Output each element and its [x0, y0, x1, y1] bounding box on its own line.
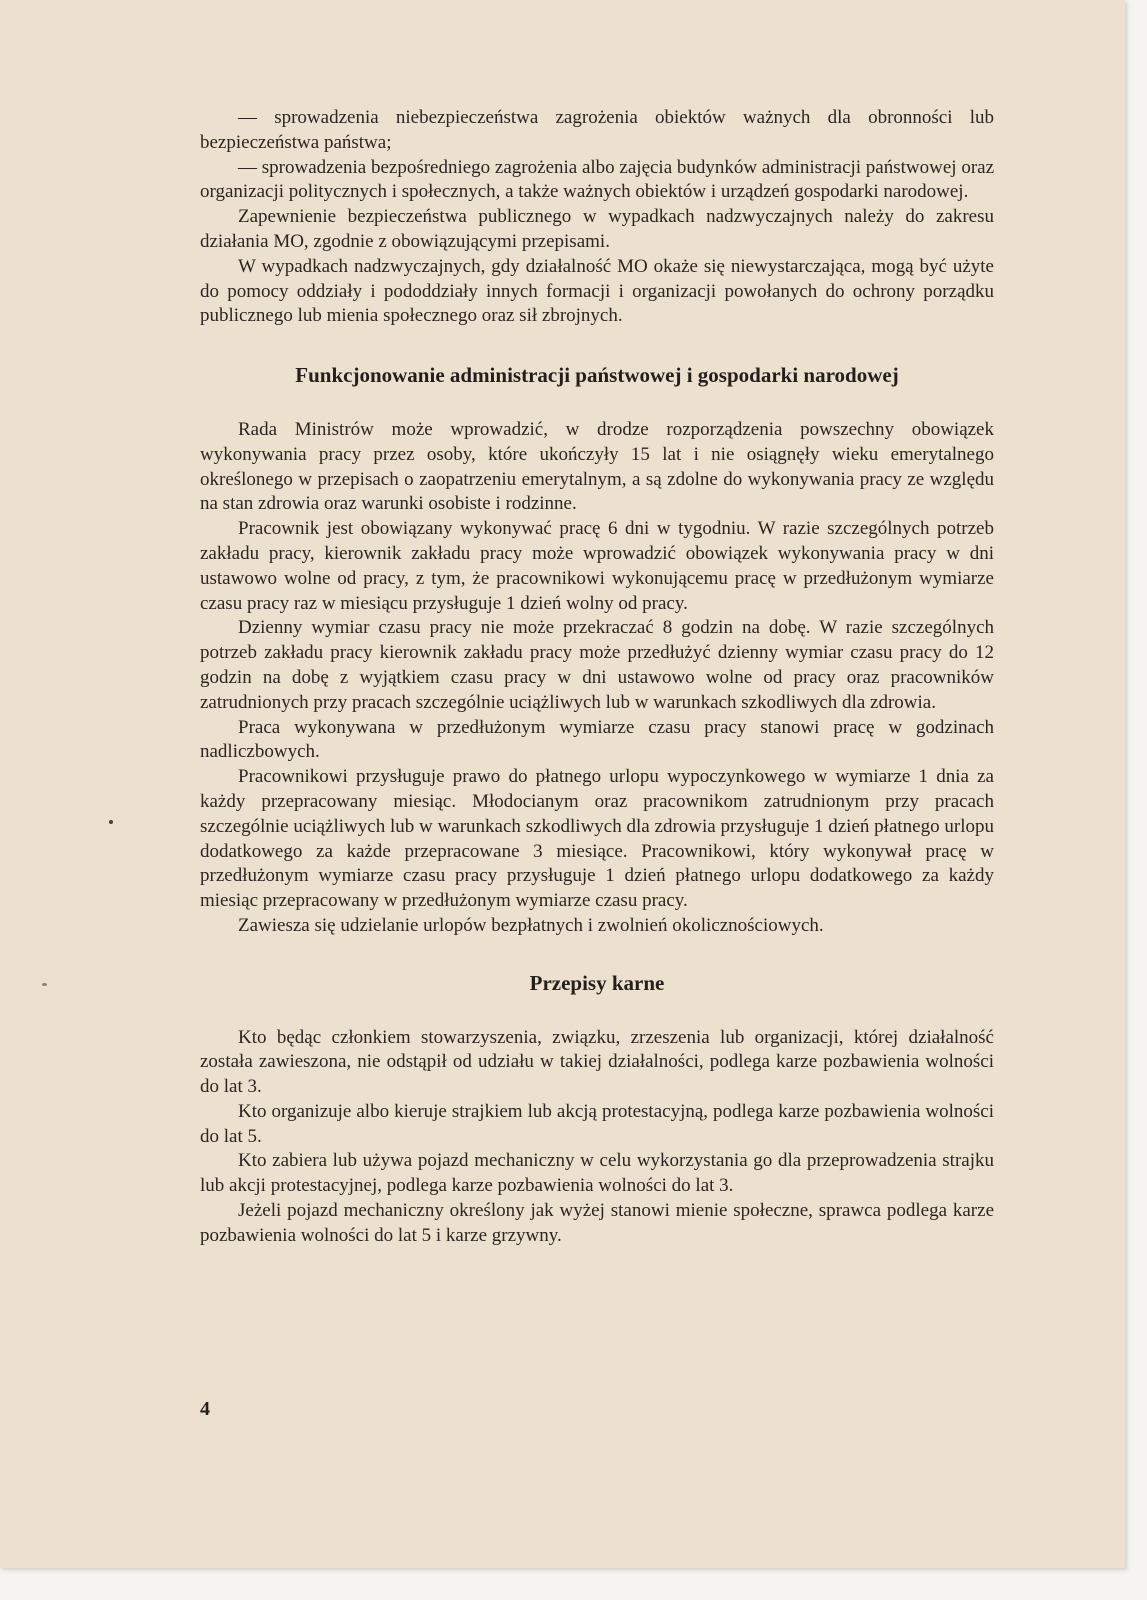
paper-speck	[109, 820, 113, 824]
intro-paragraph-2: — sprowadzenia bezpośredniego zagrożenia albo zajęcia budynków administracji państwowej oraz organizacji politycznych i społecznych, a także ważnych obiektów i urządzeń gospodarki narodowej.	[200, 156, 995, 203]
section2-paragraph-2: Kto organizuje albo kieruje strajkiem lub akcją protestacyjną, podlega karze pozbawienia wolności do lat 5.	[200, 1100, 994, 1147]
section-heading-penal-provisions: Przepisy karne	[529, 970, 665, 995]
document-body	[200, 106, 994, 1249]
section1-paragraph-5: Pracownikowi przysługuje prawo do płatnego urlopu wypoczynkowego w wymiarze 1 dnia za każdy przepracowany miesiąc. Młodocianym oraz pracownikom zatrudnionym przy pracach szczególnie uciążliwych lub w warunkach szkodliwych dla zdrowia przysługuje 1 dzień płatnego urlopu dodatkowego za każde przepracowane 3 miesiące. Pracownikowi, który wykonywał pracę w przedłużonym wymiarze czasu pracy przysługuje 1 dzień płatnego urlopu dodatkowego za każdy miesiąc przepracowany w przedłużonym wymiarze czasu pracy.	[200, 766, 994, 912]
section1-paragraph-4: Praca wykonywana w przedłużonym wymiarze czasu pracy stanowi pracę w godzinach nadliczbowych.	[200, 716, 994, 763]
section2-paragraph-4: Jeżeli pojazd mechaniczny określony jak wyżej stanowi mienie społeczne, sprawca podlega karze pozbawienia wolności do lat 5 i karze grzywny.	[200, 1200, 994, 1246]
intro-paragraph-3: Zapewnienie bezpieczeństwa publicznego w wypadkach nadzwyczajnych należy do zakresu działania MO, zgodnie z obowiązującymi przepisami.	[200, 206, 994, 252]
section-heading-administration: Funkcjonowanie administracji państwowej i gospodarki narodowej	[295, 363, 899, 388]
section1-paragraph-3: Dzienny wymiar czasu pracy nie może przekraczać 8 godzin na dobę. W razie szczególnych potrzeb zakładu pracy kierownik zakładu pracy może przedłużyć dzienny wymiar czasu pracy do 12 godzin na dobę z wyjątkiem czasu pracy w dni ustawowo wolne od pracy oraz pracowników zatrudnionych przy pracach szczególnie uciążliwych lub w warunkach szkodliwych dla zdrowia.	[200, 617, 994, 713]
intro-paragraph-1: — sprowadzenia niebezpieczeństwa zagrożenia obiektów ważnych dla obronności lub bezpieczeństwa państwa;	[200, 107, 994, 153]
page-number: 4	[200, 1398, 210, 1420]
paper-speck	[42, 983, 47, 986]
section1-paragraph-1: Rada Ministrów może wprowadzić, w drodze rozporządzenia powszechny obowiązek wykonywania pracy przez osoby, które ukończyły 15 lat i nie osiągnęły wieku emerytalnego określonego w przepisach o zaopatrzeniu emerytalnym, a są zdolne do wykonywania pracy ze względu na stan zdrowia oraz warunki osobiste i rodzinne.	[200, 418, 994, 515]
section2-paragraph-3: Kto zabiera lub używa pojazd mechaniczny w celu wykorzystania go dla przeprowadzenia strajku lub akcji protestacyjnej, podlega karze pozbawienia wolności do lat 3.	[200, 1150, 994, 1197]
section1-paragraph-6: Zawiesza się udzielanie urlopów bezpłatnych i zwolnień okolicznościowych.	[238, 914, 824, 936]
section1-paragraph-2: Pracownik jest obowiązany wykonywać pracę 6 dni w tygodniu. W razie szczególnych potrzeb zakładu pracy, kierownik zakładu pracy może wprowadzić obowiązek wykonywania pracy w dni ustawowo wolne od pracy, z tym, że pracownikowi wykonującemu pracę w przedłużonym wymiarze czasu pracy raz w miesiącu przysługuje 1 dzień wolny od pracy.	[200, 518, 994, 614]
intro-paragraph-4: W wypadkach nadzwyczajnych, gdy działalność MO okaże się niewystarczająca, mogą być użyte do pomocy oddziały i pododdziały innych formacji i organizacji powołanych do ochrony porządku publicznego lub mienia społecznego oraz sił zbrojnych.	[200, 255, 994, 327]
section2-paragraph-1: Kto będąc członkiem stowarzyszenia, związku, zrzeszenia lub organizacji, której działalność została zawieszona, nie odstąpił od udziału w takiej działalności, podlega karze pozbawienia wolności do lat 3.	[200, 1026, 994, 1098]
